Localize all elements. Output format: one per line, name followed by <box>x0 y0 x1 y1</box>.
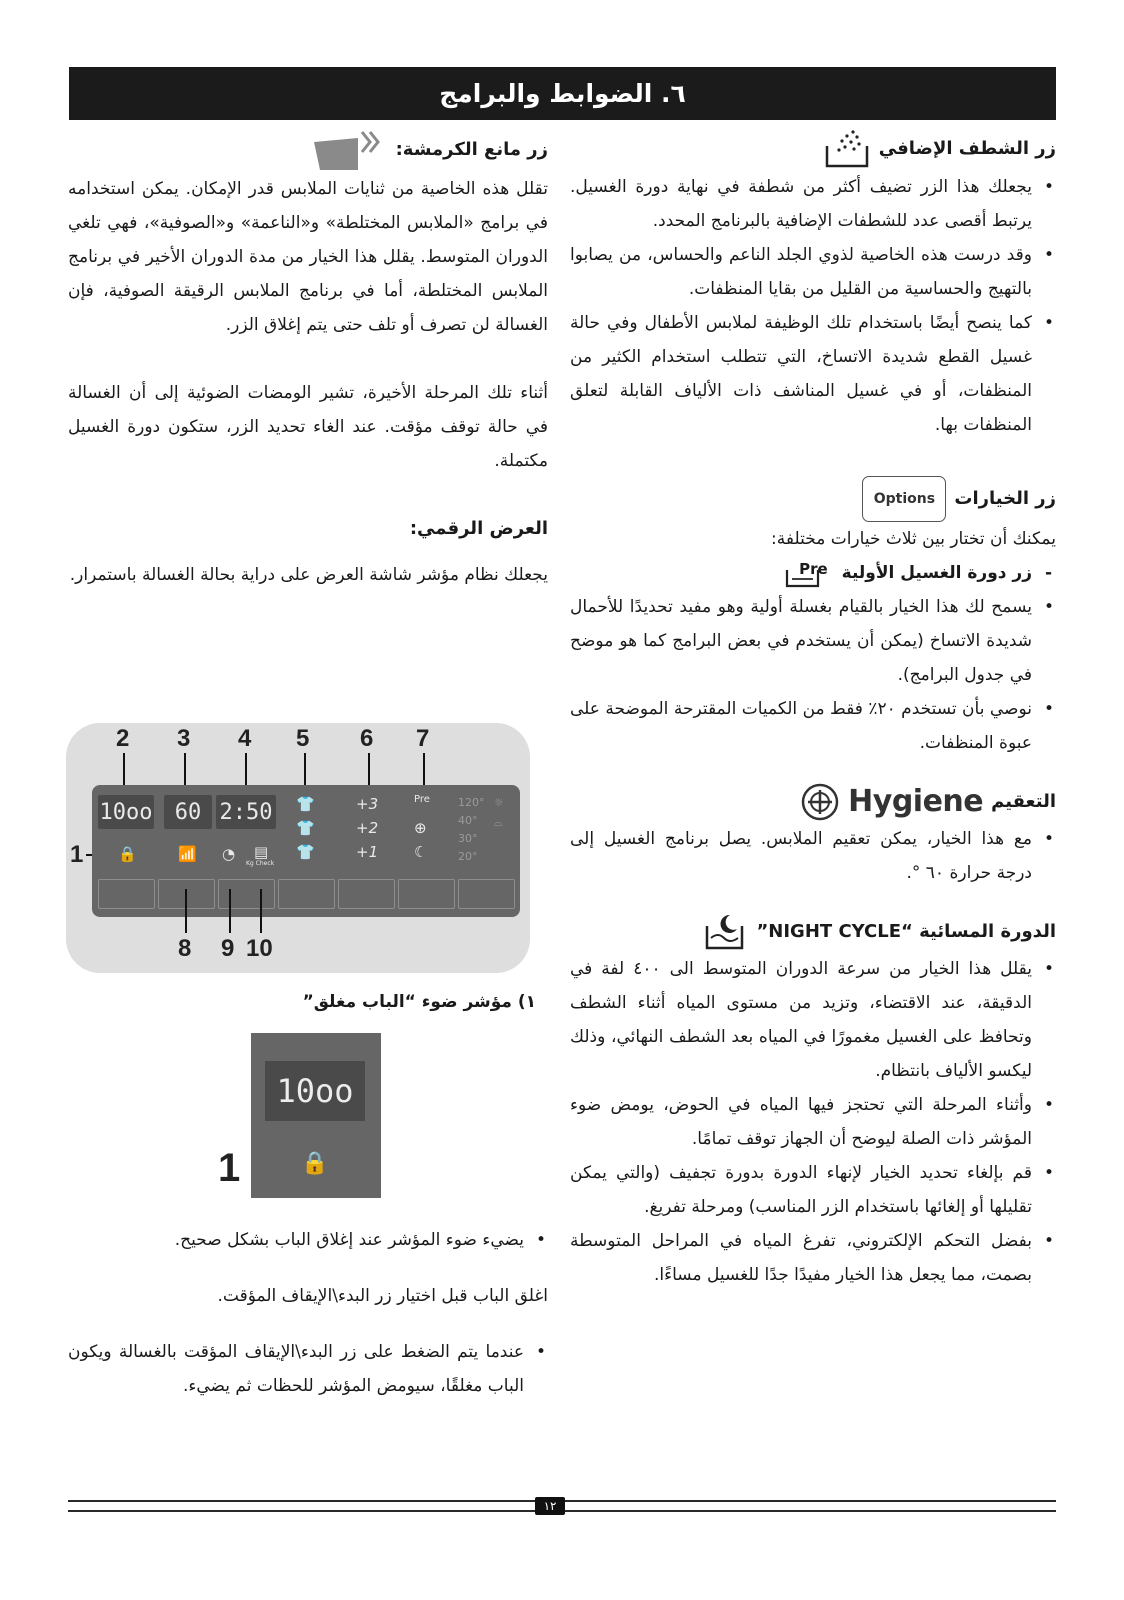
panel-button <box>218 879 275 909</box>
callout-3: 3 <box>177 725 191 752</box>
night-cycle-indicator-icon: ☾ <box>414 843 428 861</box>
night-bullet-4: • بفضل التحكم الإلكتروني، تفرغ المياه في المراحل المتوسطة بصمت، مما يجعل هذا الخيار مفيدًا جدًا للغسيل مساءًا. <box>570 1224 1056 1292</box>
temp-segment-display: 60 <box>164 795 212 829</box>
night-bullet-3: • قم بإلغاء تحديد الخيار لإنهاء الدورة بدورة تجفيف (والتي يمكن تقليلها أو إلغائها باستخدام الزر المناسب) ومرحلة تفريغ. <box>570 1156 1056 1224</box>
anticrease-heading: زر مانع الكرمشة: <box>68 128 548 172</box>
callout-9: 9 <box>221 935 235 962</box>
anticrease-paragraph-2: أثناء تلك المرحلة الأخيرة، تشير الومضات الضوئية إلى أن الغسالة في حالة توقف مؤقت. عند الغاء تحديد الزر، ستكون دورة الغسيل مكتملة. <box>68 383 548 471</box>
leader-line <box>229 889 231 933</box>
lock-figure-number: 1 <box>218 1146 241 1190</box>
extra-rinse-3-label: +3 <box>356 795 379 813</box>
iron-icon: ⌓ <box>494 816 503 829</box>
night-cycle-icon <box>704 912 748 952</box>
lock-figure-icon: 🔒 <box>301 1151 329 1176</box>
prewash-heading: - زر دورة الغسيل الأولية Pre <box>570 556 1056 590</box>
panel-button <box>278 879 335 909</box>
shirt-icon: 👕 <box>296 819 315 837</box>
leader-line <box>368 753 370 789</box>
sun-icon: ☼ <box>494 796 504 809</box>
callout-2: 2 <box>116 725 130 752</box>
callout-7: 7 <box>416 725 430 752</box>
hygiene-bullet-1: • مع هذا الخيار، يمكن تعقيم الملابس. يصل برنامج الغسيل إلى درجة حرارة ٦٠ °. <box>570 822 1056 890</box>
wifi-icon: 📶 <box>178 845 197 863</box>
prewash-bullet-2: • نوصي بأن تستخدم ٢٠٪ فقط من الكميات المقترحة الموضحة على عبوة المنظفات. <box>570 692 1056 760</box>
night-cycle-heading: الدورة المسائية “NIGHT CYCLE” <box>570 912 1056 952</box>
rinse-heading: زر الشطف الإضافي <box>570 128 1056 170</box>
door-bullet-3: • عندما يتم الضغط على زر البدء\الإيقاف المؤقت بالغسالة ويكون الباب مغلقًا، سيومض المؤشر للحظات ثم يضيء. <box>68 1335 548 1403</box>
section-title-bar <box>69 67 1056 120</box>
hygiene-icon <box>800 782 840 822</box>
panel-button <box>398 879 455 909</box>
display-screen <box>92 785 520 917</box>
door-paragraph-2: اغلق الباب قبل اختيار زر البدء\الإيقاف المؤقت. <box>217 1286 548 1306</box>
page-number: ١٢ <box>535 1497 565 1515</box>
left-column <box>68 128 548 592</box>
leader-line <box>423 753 425 789</box>
page-title: ٦. الضوابط والبرامج <box>439 79 686 108</box>
hygiene-indicator-icon: ⊕ <box>414 819 427 837</box>
kg-check-label: Kg Check <box>246 860 275 867</box>
digital-display-paragraph: يجعلك نظام مؤشر شاشة العرض على دراية بحالة الغسالة باستمرار. <box>69 565 548 585</box>
prewash-icon: Pre <box>784 558 830 588</box>
callout-8: 8 <box>178 935 192 962</box>
rinse-bullet-2: • وقد درست هذه الخاصية لذوي الجلد الناعم والحساس، من يصابوا بالتهيج والحساسية من القليل من بقايا المنظفات. <box>570 238 1056 306</box>
temp-label-30: 30° <box>458 832 478 845</box>
hygiene-logo-text: Hygiene <box>848 784 984 819</box>
digital-display-heading: العرض الرقمي: <box>409 518 548 539</box>
night-bullet-1: • يقلل هذا الخيار من سرعة الدوران المتوسط الى ٤٠٠ لفة في الدقيقة، عند الاقتضاء، وتزيد من مستوى المياه أثناء الشطف وتحافظ على الغسيل مغمورًا في المياه بعد الشطف النهائي، وذلك ليكسو الألياف بانتظام. <box>570 952 1056 1088</box>
shirt-icon: 👕 <box>296 795 315 813</box>
shirt-icon: 👕 <box>296 843 315 861</box>
options-intro: يمكنك أن تختار بين ثلاث خيارات مختلفة: <box>771 529 1056 549</box>
door-lock-icon: 🔒 <box>118 845 137 863</box>
shower-icon <box>823 128 871 170</box>
extra-rinse-1-label: +1 <box>356 843 379 861</box>
door-bullet-1: • يضيء ضوء المؤشر عند إغلاق الباب بشكل صحيح. <box>68 1223 548 1257</box>
prewash-bullet-1: • يسمح لك هذا الخيار بالقيام بغسلة أولية وهو مفيد تحديدًا للأحمال شديدة الاتساخ (يمكن أن يستخدم في بعض البرامج كما هو موضح في جدول البرامج). <box>570 590 1056 692</box>
leader-line <box>260 889 262 933</box>
callout-6: 6 <box>360 725 374 752</box>
temp-label-20: 20° <box>458 850 478 863</box>
delay-timer-icon: ◔ <box>222 845 236 863</box>
panel-button <box>98 879 155 909</box>
right-column <box>570 128 1056 1292</box>
door-lock-figure <box>251 1033 381 1198</box>
anticrease-paragraph-1: تقلل هذه الخاصية من ثنايات الملابس قدر الإمكان. يمكن استخدامه في برامج «الملابس المختلطة» و«الناعمة» و«الصوفية»، فهي تلغي الدوران المتوسط. يقلل هذا الخيار من مدة الدوران الأخير في برنامج الملابس المختلطة، أما في برنامج الملابس الرقيقة الصوفية، فإن الغسالة لن تصرف أو تلف حتى يتم إغلاق الزر. <box>68 179 548 335</box>
extra-rinse-2-label: +2 <box>356 819 379 837</box>
display-panel-diagram <box>66 723 530 973</box>
options-button-icon: Options <box>862 476 946 522</box>
callout-4: 4 <box>238 725 252 752</box>
rinse-bullet-1: • يجعلك هذا الزر تضيف أكثر من شطفة في نهاية دورة الغسيل. يرتبط أقصى عدد للشطفات الإضافية بالبرنامج المحدد. <box>570 170 1056 238</box>
prewash-indicator: Pre <box>414 794 430 805</box>
lock-figure-segment-display: 10oo <box>265 1061 365 1121</box>
callout-10: 10 <box>246 935 273 962</box>
night-bullet-2: • وأثناء المرحلة التي تحتجز فيها المياه في الحوض، يومض ضوء المؤشر ذات الصلة ليوضح أن الجهاز توقف تمامًا. <box>570 1088 1056 1156</box>
options-heading: زر الخيارات Options <box>570 476 1056 522</box>
leader-line <box>304 753 306 789</box>
temp-label-120: 120° <box>458 796 485 809</box>
panel-button <box>458 879 515 909</box>
hygiene-heading: التعقيم Hygiene <box>570 782 1056 822</box>
shirt-anticrease-icon <box>310 128 388 172</box>
spin-segment-display: 10oo <box>98 795 154 829</box>
temp-label-40: 40° <box>458 814 478 827</box>
door-indicator-text <box>68 1223 548 1403</box>
callout-5: 5 <box>296 725 310 752</box>
kg-check-icon: ▤ <box>254 843 269 861</box>
time-segment-display: 2:50 <box>216 795 276 829</box>
callout-1: 1 <box>70 841 84 868</box>
leader-line <box>185 889 187 933</box>
door-indicator-heading: ١) مؤشر ضوء “الباب مغلق” <box>302 992 536 1012</box>
panel-button <box>338 879 395 909</box>
rinse-bullet-3: • كما ينصح أيضًا باستخدام تلك الوظيفة لملابس الأطفال وفي حالة غسيل القطع شديدة الاتساخ، التي تتطلب استخدام الكثير من المنظفات، أو في غسيل المناشف ذات الألياف القابلة لتعلق المنظفات بها. <box>570 306 1056 442</box>
